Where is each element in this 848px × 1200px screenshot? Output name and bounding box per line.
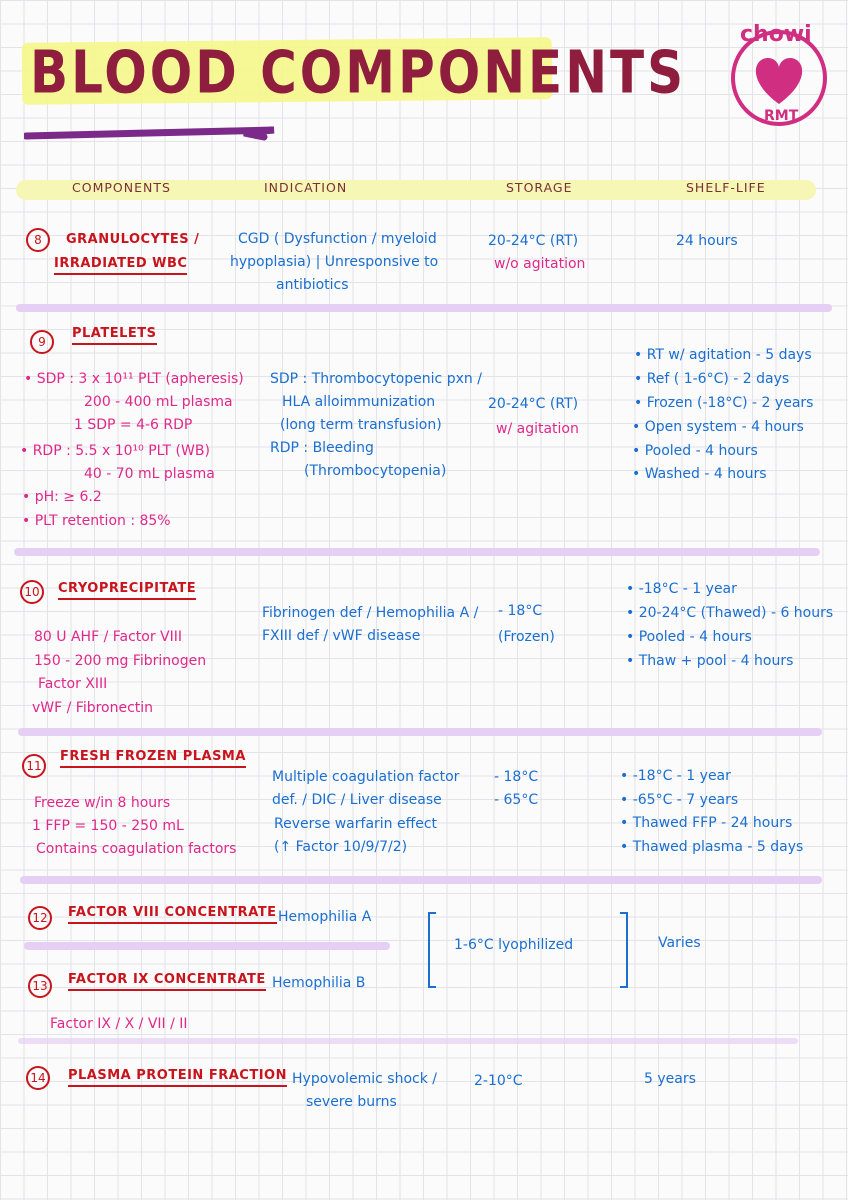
page-title: BLOOD COMPONENTS (30, 38, 687, 107)
divider (18, 1038, 798, 1044)
granulocytes-name-line1: GRANULOCYTES / (66, 232, 200, 247)
platelets-indication: SDP : Thrombocytopenic pxn / (270, 371, 482, 387)
platelets-detail: • pH: ≥ 6.2 (22, 489, 102, 505)
ppf-shelf-life: 5 years (644, 1071, 696, 1087)
ppf-name: PLASMA PROTEIN FRACTION (68, 1068, 287, 1087)
factor-ix-indication: Hemophilia B (272, 975, 366, 991)
granulocytes-indication-1: CGD ( Dysfunction / myeloid (238, 231, 437, 247)
ffp-indication: Reverse warfarin effect (274, 816, 438, 832)
platelets-detail: 1 SDP = 4-6 RDP (74, 417, 193, 433)
platelets-shelf-life: • Ref ( 1-6°C) - 2 days (634, 371, 790, 387)
granulocytes-indication-2: hypoplasia) | Unresponsive to (230, 254, 439, 270)
cryoprecipitate-shelf-life: • Thaw + pool - 4 hours (626, 653, 794, 669)
ffp-name: FRESH FROZEN PLASMA (60, 749, 246, 768)
platelets-indication: RDP : Bleeding (270, 440, 374, 456)
cryoprecipitate-storage: (Frozen) (498, 629, 555, 645)
row-number-11: 11 (22, 754, 46, 778)
row-number-12: 12 (28, 906, 52, 930)
header-indication: INDICATION (264, 180, 348, 195)
row-number-10: 10 (20, 580, 44, 604)
concentrate-shelf-life: Varies (658, 935, 701, 951)
cryoprecipitate-storage: - 18°C (498, 603, 543, 619)
divider (20, 876, 822, 884)
granulocytes-shelf-life: 24 hours (676, 233, 738, 249)
platelets-shelf-life: • Open system - 4 hours (632, 419, 804, 435)
granulocytes-storage: 20-24°C (RT) (488, 233, 579, 249)
platelets-shelf-life: • Frozen (-18°C) - 2 years (634, 395, 814, 411)
divider (14, 548, 820, 556)
ffp-detail: Freeze w/in 8 hours (34, 795, 171, 811)
cryoprecipitate-shelf-life: • Pooled - 4 hours (626, 629, 752, 645)
ffp-shelf-life: • -65°C - 7 years (620, 792, 739, 808)
platelets-shelf-life: • Washed - 4 hours (632, 466, 767, 482)
platelets-detail: • RDP : 5.5 x 10¹⁰ PLT (WB) (20, 443, 210, 459)
cryoprecipitate-indication: Fibrinogen def / Hemophilia A / (262, 605, 479, 621)
factor-viii-name: FACTOR VIII CONCENTRATE (68, 905, 277, 924)
ffp-storage: - 18°C (494, 769, 539, 785)
ppf-indication: severe burns (306, 1094, 397, 1110)
left-bracket (428, 912, 436, 988)
cryoprecipitate-shelf-life: • 20-24°C (Thawed) - 6 hours (626, 605, 834, 621)
ffp-shelf-life: • -18°C - 1 year (620, 768, 731, 784)
ffp-shelf-life: • Thawed FFP - 24 hours (620, 815, 793, 831)
header-components: COMPONENTS (72, 180, 171, 195)
factor-viii-indication: Hemophilia A (278, 909, 372, 925)
factor-ix-name: FACTOR IX CONCENTRATE (68, 972, 266, 991)
platelets-name: PLATELETS (72, 326, 157, 345)
right-bracket (620, 912, 628, 988)
platelets-shelf-life: • Pooled - 4 hours (632, 443, 758, 459)
platelets-detail: 40 - 70 mL plasma (84, 466, 215, 482)
ffp-detail: Contains coagulation factors (36, 841, 237, 857)
row-number-14: 14 (26, 1066, 50, 1090)
platelets-detail: • SDP : 3 x 10¹¹ PLT (apheresis) (24, 371, 244, 387)
divider (16, 304, 832, 312)
ppf-storage: 2-10°C (474, 1073, 523, 1089)
row-number-13: 13 (28, 974, 52, 998)
ffp-storage: - 65°C (494, 792, 539, 808)
header-shelf-life: SHELF-LIFE (686, 180, 766, 195)
ffp-detail: 1 FFP = 150 - 250 mL (32, 818, 184, 834)
granulocytes-name-line2: IRRADIATED WBC (54, 256, 187, 275)
platelets-indication: HLA alloimmunization (282, 394, 436, 410)
logo-text-top: chowi (740, 22, 812, 47)
title-underline (24, 124, 284, 142)
divider (24, 942, 390, 950)
logo-text-bottom: RMT (764, 108, 799, 124)
factor-ix-detail: Factor IX / X / VII / II (50, 1016, 188, 1032)
platelets-indication: (long term transfusion) (280, 417, 442, 433)
cryoprecipitate-detail: 150 - 200 mg Fibrinogen (34, 653, 207, 669)
row-number-8: 8 (26, 228, 50, 252)
platelets-indication: (Thrombocytopenia) (304, 463, 447, 479)
ffp-indication: def. / DIC / Liver disease (272, 792, 442, 808)
granulocytes-storage-note: w/o agitation (494, 256, 586, 272)
divider (18, 728, 822, 736)
cryoprecipitate-detail: Factor XIII (38, 676, 108, 692)
platelets-storage-note: w/ agitation (496, 421, 579, 437)
platelets-detail: 200 - 400 mL plasma (84, 394, 233, 410)
cryoprecipitate-name: CRYOPRECIPITATE (58, 581, 196, 600)
cryoprecipitate-detail: 80 U AHF / Factor VIII (34, 629, 183, 645)
platelets-storage: 20-24°C (RT) (488, 396, 579, 412)
cryoprecipitate-shelf-life: • -18°C - 1 year (626, 581, 737, 597)
row-number-9: 9 (30, 330, 54, 354)
cryoprecipitate-indication: FXIII def / vWF disease (262, 628, 421, 644)
platelets-shelf-life: • RT w/ agitation - 5 days (634, 347, 812, 363)
ffp-indication: Multiple coagulation factor (272, 769, 460, 785)
header-storage: STORAGE (506, 180, 573, 195)
ffp-shelf-life: • Thawed plasma - 5 days (620, 839, 804, 855)
ppf-indication: Hypovolemic shock / (292, 1071, 437, 1087)
cryoprecipitate-detail: vWF / Fibronectin (32, 700, 154, 716)
concentrate-storage: 1-6°C lyophilized (454, 937, 574, 953)
granulocytes-indication-3: antibiotics (276, 277, 349, 293)
platelets-detail: • PLT retention : 85% (22, 513, 171, 529)
ffp-indication: (↑ Factor 10/9/7/2) (274, 839, 408, 855)
